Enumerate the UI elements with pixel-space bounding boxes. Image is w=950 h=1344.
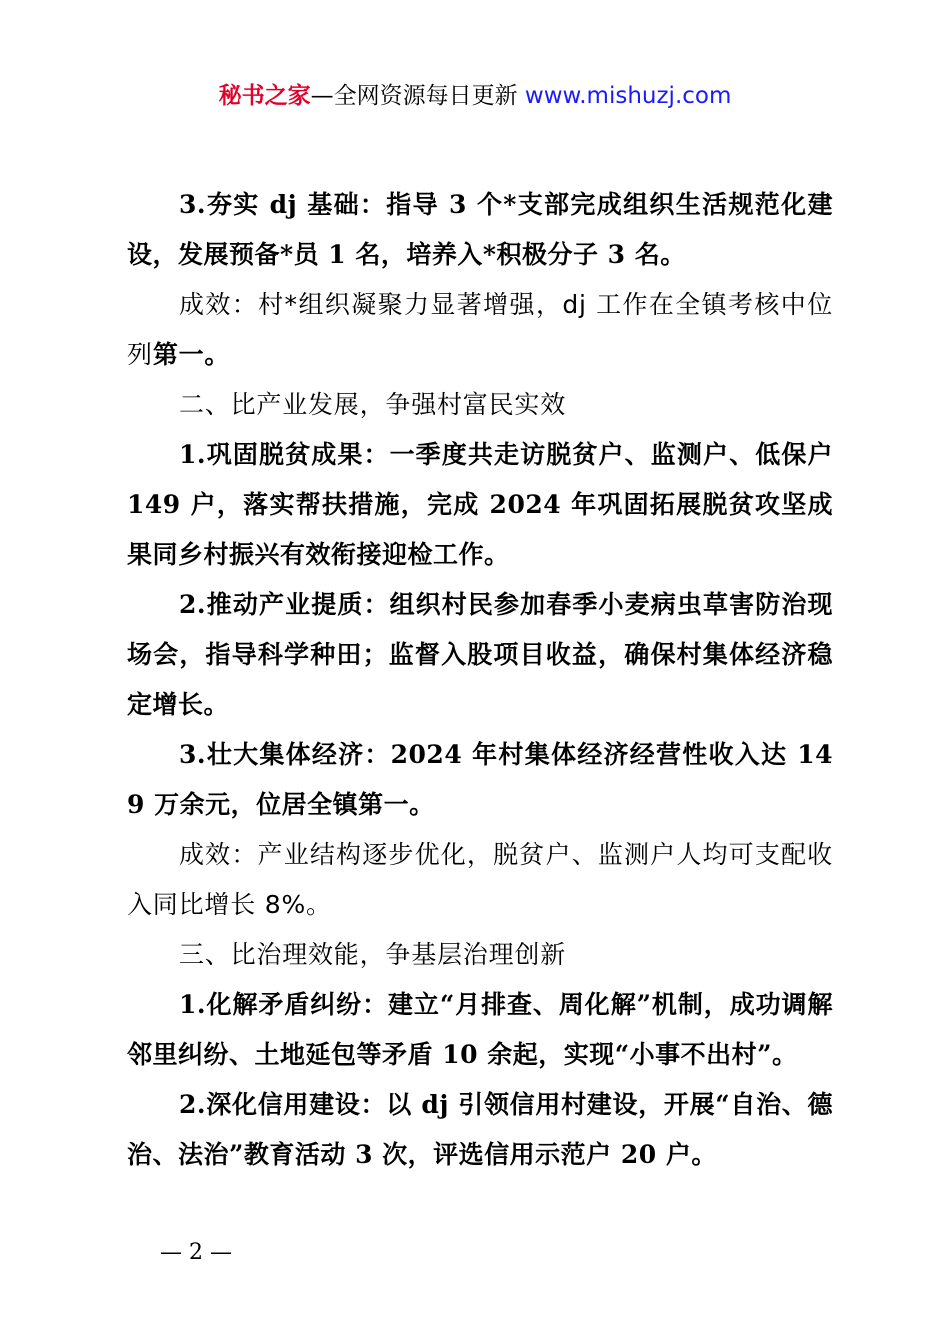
paragraph-collective-economy: 3.壮大集体经济：2024 年村集体经济经营性收入达 149 万余元，位居全镇第一。 (127, 740, 833, 819)
section-heading-governance: 三、比治理效能，争基层治理创新 (179, 940, 567, 969)
paragraph-dj-foundation: 3.夯实 dj 基础：指导 3 个*支部完成组织生活规范化建设，发展预备*员 1 名，培养入*积极分子 3 名。 (127, 190, 833, 269)
effect-organization-rank: 第一。 (152, 340, 231, 369)
paragraph-poverty-consolidation: 1.巩固脱贫成果：一季度共走访脱贫户、监测户、低保户 149 户，落实帮扶措施，完成 2024 年巩固拓展脱贫攻坚成果同乡村振兴有效衔接迎检工作。 (127, 440, 833, 569)
paragraph-credit-building: 2.深化信用建设：以 dj 引领信用村建设，开展“自治、德治、法治”教育活动 3 次，评选信用示范户 20 户。 (127, 1090, 833, 1169)
document-body (127, 180, 833, 1180)
page-number: — 2 — (160, 1240, 232, 1265)
paragraph-dispute-resolution: 1.化解矛盾纠纷：建立“月排查、周化解”机制，成功调解邻里纠纷、土地延包等矛盾 10 余起，实现“小事不出村”。 (127, 990, 833, 1069)
site-banner (0, 80, 950, 112)
section-heading-industry: 二、比产业发展，争强村富民实效 (179, 390, 567, 419)
paragraph-effect-organization (127, 280, 833, 380)
site-brand: 秘书之家 (218, 83, 311, 109)
paragraph-industry-upgrade: 2.推动产业提质：组织村民参加春季小麦病虫草害防治现场会，指导科学种田；监督入股项目收益，确保村集体经济稳定增长。 (127, 590, 833, 719)
effect-organization-text: 成效：村*组织凝聚力显著增强，dj 工作在全镇考核中位列 (127, 290, 833, 369)
site-tagline: —全网资源每日更新 (310, 83, 525, 109)
site-url-link[interactable]: www.mishuzj.com (524, 83, 732, 109)
paragraph-effect-industry: 成效：产业结构逐步优化，脱贫户、监测户人均可支配收入同比增长 8%。 (127, 840, 833, 919)
